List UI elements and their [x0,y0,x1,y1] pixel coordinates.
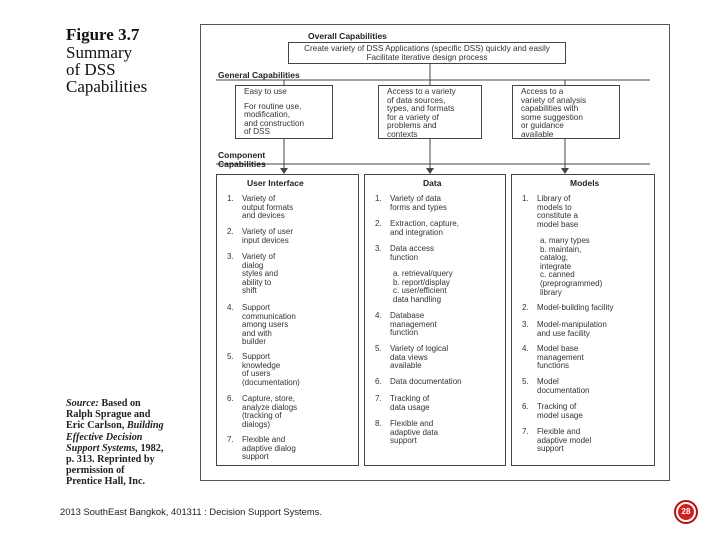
list-item [522,403,652,420]
general-box-data [378,85,482,139]
list-item [375,312,503,338]
list-item [227,395,355,429]
item-number: 2. [522,303,529,312]
column-user-interface [216,174,359,466]
list-item [375,420,503,446]
item-number: 7. [227,435,234,444]
column-title: Models [570,178,600,188]
source-text: Support Systems, [66,442,138,454]
item-number: 1. [522,194,529,203]
general-text: types, and formats [387,104,455,114]
general-text: Access to a [521,87,564,96]
source-text: permission of [66,465,125,477]
item-number: 5. [227,352,234,361]
item-number: 2. [375,219,382,228]
source-text: Prentice Hall, Inc. [66,476,146,488]
list-item [522,321,652,338]
item-text: Capture, store, analyze dialogs (tracking of dialogs) [242,394,298,429]
item-number: 2. [227,227,234,236]
general-text: For routine use, [244,101,302,111]
general-text: some suggestion [521,112,583,122]
list-item [522,345,652,371]
overall-box [288,42,566,64]
overall-heading: Overall Capabilities [308,31,387,41]
item-number: 4. [375,311,382,320]
item-text: Flexible and adaptive model support [537,427,592,454]
item-number: 4. [522,344,529,353]
item-number: 1. [375,194,382,203]
source-text: Building [126,420,164,432]
list-item [227,253,355,296]
item-text: Extraction, capture, and integration [390,219,459,237]
item-text: Flexible and adaptive dialog support [242,435,296,462]
item-text: Data documentation [390,377,462,386]
item-text: Support communication among users and with builder [242,303,296,347]
item-number: 7. [375,394,382,403]
source-text: Based on [101,398,141,409]
general-text: for a variety of [387,112,439,122]
item-text: Database management function [390,311,437,338]
item-number: 3. [375,244,382,253]
list-item [375,195,503,212]
component-heading-line: Capabilities [218,159,266,169]
item-number: 6. [522,402,529,411]
figure-title-line: Summary [66,43,133,62]
item-text: Tracking of data usage [390,394,430,412]
model-library-subitems: a. many types b. maintain, catalog, integrate c. canned (preprogrammed) library [540,236,603,297]
column-models [511,174,655,466]
list-item [375,378,503,387]
data-access-subitems: a. retrieval/query b. report/display c. user/efficient data handling [393,269,453,304]
item-text: Variety of data forms and types [390,194,447,212]
source-text: p. 313. Reprinted by [66,454,155,466]
item-text: Model-building facility [537,303,614,312]
general-text: and construction [244,118,305,128]
list-item [522,428,652,454]
item-number: 1. [227,194,234,203]
list-item [375,220,503,237]
general-text: Easy to use [244,87,287,96]
item-text: Model documentation [537,377,590,395]
item-text: Model-manipulation and use facility [537,320,607,338]
list-item [227,304,355,347]
column-title: Data [423,178,442,188]
general-text: capabilities with [521,104,579,114]
component-heading-line: Component [218,150,266,160]
source-text: Eric Carlson, [66,420,125,432]
source-label: Source: [66,398,99,409]
item-text: Variety of logical data views available [390,344,449,371]
list-item [227,228,355,245]
item-number: 6. [227,394,234,403]
column-title: User Interface [247,178,304,188]
general-text: available [521,129,554,139]
item-text: Support knowledge of users (documentation) [242,352,300,387]
overall-text: Create variety of DSS Applications (specific DSS) quickly and easily Facilitate iterative design process [304,44,550,62]
list-item [375,245,503,262]
figure-title-line: of DSS [66,60,116,79]
list-item [375,345,503,371]
item-number: 8. [375,419,382,428]
general-text: problems and [387,121,437,131]
item-text: Model base management functions [537,344,584,371]
list-item [522,195,652,229]
component-heading [218,151,266,169]
item-text: Tracking of model usage [537,402,583,420]
item-text: Variety of dialog styles and ability to shift [242,252,279,296]
general-text: variety of analysis [521,95,587,105]
page-number-badge [674,500,698,524]
general-text: modification, [244,110,290,120]
item-text: Flexible and adaptive data support [390,419,439,446]
list-item [522,378,652,395]
item-number: 3. [522,320,529,329]
item-text: Data access function [390,244,435,262]
list-item [375,395,503,412]
item-number: 5. [522,377,529,386]
item-number: 7. [522,427,529,436]
item-number: 6. [375,377,382,386]
item-text: Variety of output formats and devices [242,194,294,221]
source-text: 1982, [140,442,164,454]
general-box-easy [235,85,333,139]
source-text: Effective Decision [66,431,143,443]
figure-number: Figure 3.7 [66,25,140,44]
general-heading: General Capabilities [218,70,300,80]
list-item [227,353,355,387]
list-item [522,304,652,313]
item-text: Library of models to constitute a model base [537,194,579,229]
general-box-models [512,85,620,139]
footer-text: 2013 SouthEast Bangkok, 401311 : Decision Support Systems. [60,506,322,517]
page-number: 28 [678,504,694,520]
column-data [364,174,506,466]
figure-title-line: Capabilities [66,77,148,96]
general-text: Access to a variety [387,87,456,96]
item-number: 4. [227,303,234,312]
general-text: of data sources, [387,95,446,105]
source-text: Ralph Sprague and [66,409,151,421]
general-text: of DSS [244,127,270,137]
general-text: contexts [387,129,418,139]
item-number: 3. [227,252,234,261]
general-text: or guidance [521,121,564,131]
list-item [227,195,355,221]
list-item [227,436,355,462]
item-number: 5. [375,344,382,353]
item-text: Variety of user input devices [242,227,293,245]
